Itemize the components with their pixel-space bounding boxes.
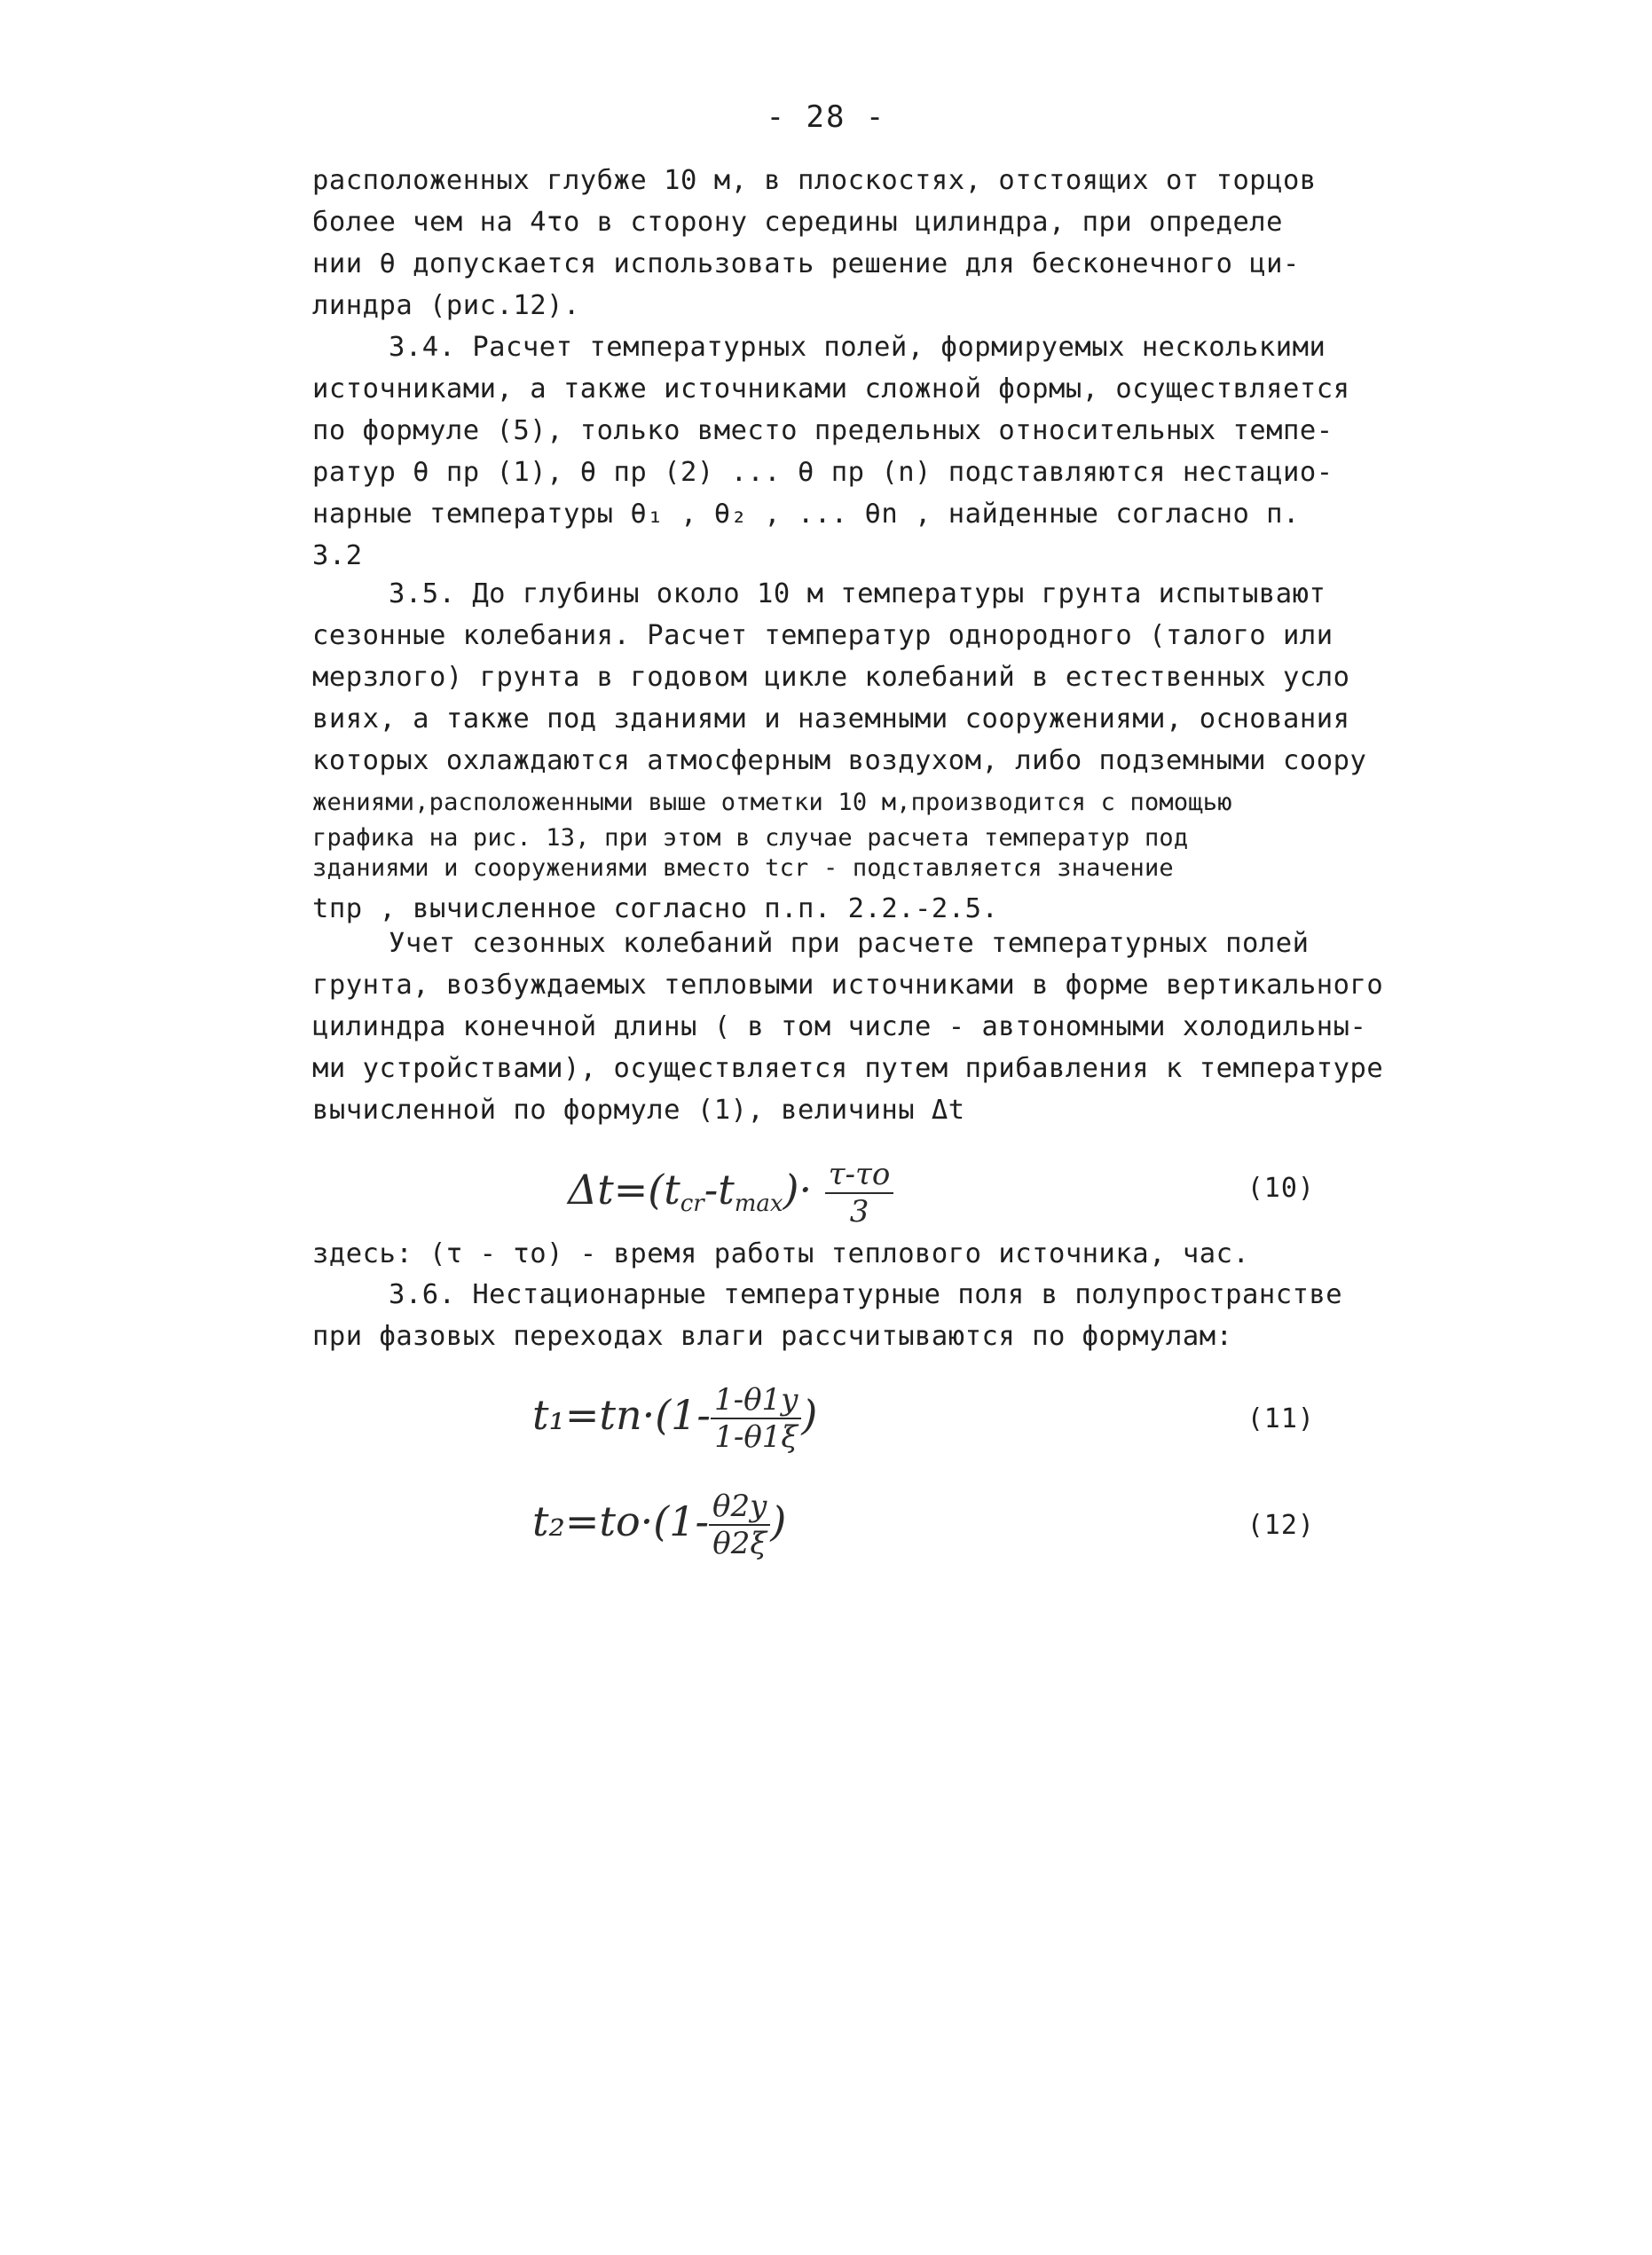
text-line: 3.2 [312, 540, 363, 571]
text-line: вычисленной по формуле (1), величины Δt [312, 1095, 965, 1126]
paragraph-3-4 [312, 326, 1386, 577]
paragraph-seasonal [312, 923, 1386, 1131]
formula-11 [0, 1375, 1652, 1464]
text-line: при фазовых переходах влаги рассчитываются по формулам: [312, 1321, 1233, 1352]
paragraph-3-3-continuation [312, 160, 1386, 326]
text-line: 3.4. Расчет температурных полей, формируемых несколькими [389, 332, 1326, 363]
formula-12-label: (12) [1247, 1510, 1315, 1541]
page-number: - 28 - [766, 99, 886, 135]
text-line: расположенных глубже 10 м, в плоскостях, отстоящих от торцов [312, 165, 1317, 196]
text-line: цилиндра конечной длины ( в том числе - автономными холодильны- [312, 1011, 1367, 1042]
formula-10-explanation [312, 1233, 1386, 1275]
paragraph-3-5 [312, 573, 1386, 935]
text-line: Учет сезонных колебаний при расчете температурных полей [389, 928, 1310, 959]
text-line: линдра (рис.12). [312, 290, 580, 321]
text-line: ми устройствами), осуществляется путем прибавления к температуре [312, 1053, 1384, 1084]
text-line: более чем на 4τо в сторону середины цилиндра, при определе [312, 207, 1284, 238]
text-line: грунта, возбуждаемых тепловыми источниками в форме вертикального [312, 970, 1384, 1001]
formula-12-body: t₂=tо·(1- $\frac{\theta 2y}{\theta 2\xi}$ ) [532, 1489, 787, 1561]
text-line: 3.5. До глубины около 10 м температуры грунта испытывают [389, 578, 1326, 609]
text-line: зданиями и сооружениями вместо tcr - подставляется значение [312, 854, 1174, 882]
text-line: здесь: (τ - τо) - время работы теплового источника, час. [312, 1238, 1250, 1269]
text-line: сезонные колебания. Расчет температур однородного (талого или [312, 620, 1333, 651]
text-line: виях, а также под зданиями и наземными сооружениями, основания [312, 703, 1350, 735]
formula-12 [0, 1481, 1652, 1570]
formula-10-label: (10) [1247, 1173, 1315, 1204]
text-line: по формуле (5), только вместо предельных относительных темпе- [312, 415, 1333, 446]
text-line: жениями,расположенными выше отметки 10 м,производится с помощью [312, 789, 1232, 816]
text-line: 3.6. Нестационарные температурные поля в полупространстве [389, 1279, 1343, 1310]
text-line: нии θ допускается использовать решение для бесконечного ци- [312, 248, 1300, 279]
text-line: ратур θ пр (1), θ пр (2) ... θ пр (n) подставляются нестацио- [312, 457, 1333, 488]
formula-10-body: $\Delta t=(t_{cr}-t_{max})\cdot$ $\frac{\tau-\tau о}{3}$ [568, 1157, 893, 1230]
text-line: источниками, а также источниками сложной формы, осуществляется [312, 373, 1350, 405]
text-line: нарные температуры θ₁ , θ₂ , ... θn , найденные согласно п. [312, 499, 1300, 530]
formula-11-body: t₁=tп·(1- $\frac{1-\theta 1y}{1-\theta 1\xi}$ ) [532, 1382, 818, 1455]
text-line: графика на рис. 13, при этом в случае расчета температур под [312, 824, 1189, 852]
formula-11-label: (11) [1247, 1403, 1315, 1434]
text-line: tпр , вычисленное согласно п.п. 2.2.-2.5. [312, 893, 999, 924]
text-line: мерзлого) грунта в годовом цикле колебаний в естественных усло [312, 662, 1350, 693]
paragraph-3-6 [312, 1274, 1386, 1357]
formula-10 [0, 1153, 1652, 1230]
text-line: которых охлаждаются атмосферным воздухом, либо подземными соору [312, 745, 1367, 776]
